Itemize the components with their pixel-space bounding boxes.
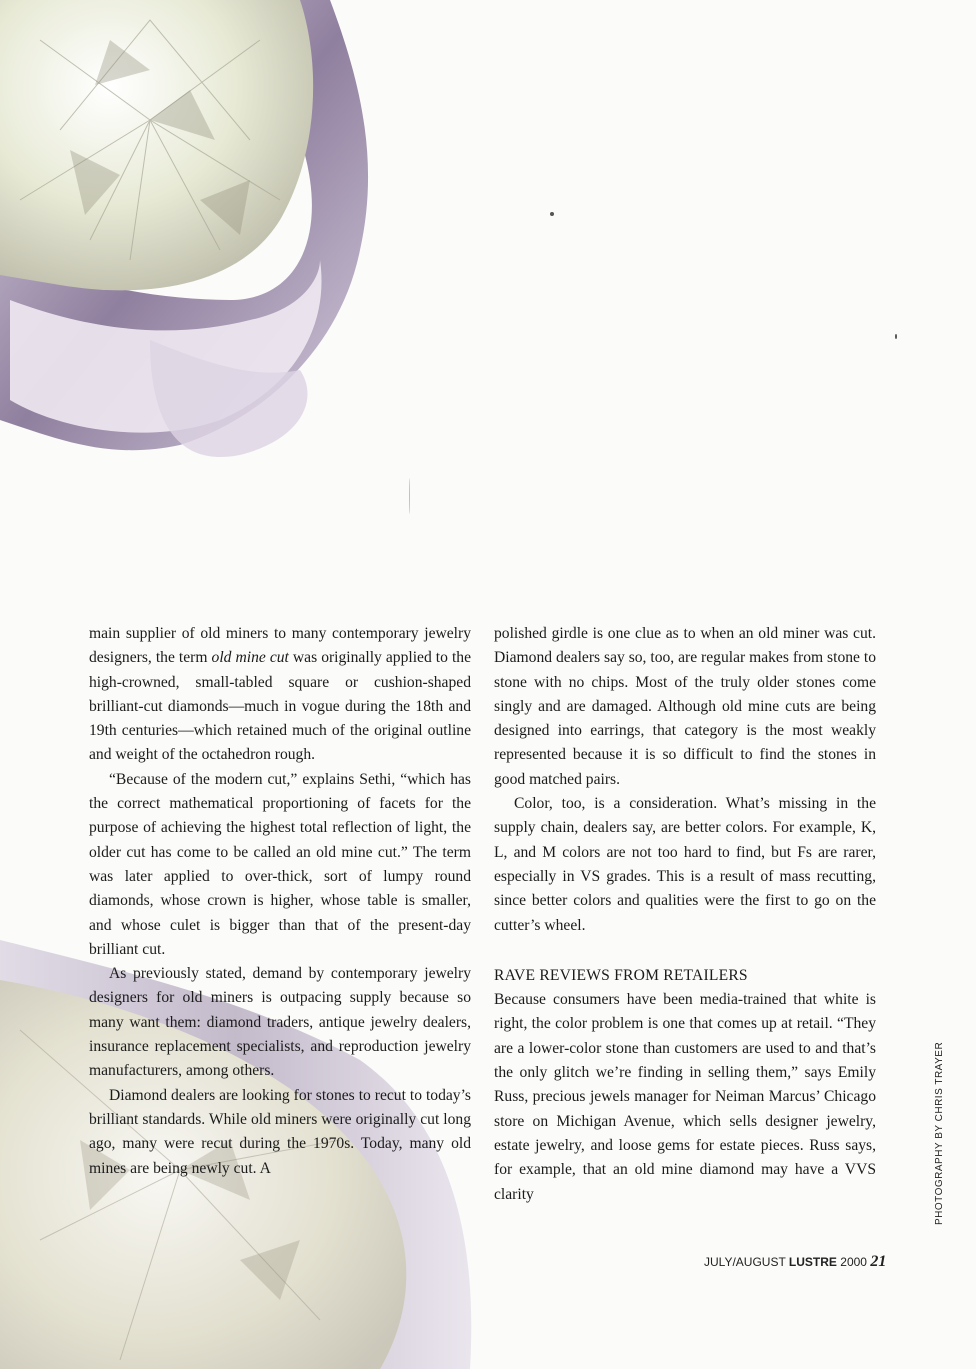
paragraph: “Because of the modern cut,” explains Sethi, “which has the correct mathematical proportioning of facets for the purpose of achieving the highest total reflection of light, the older cut has come to be called an old mine cut.” The term was later applied to over-thick, sort of lumpy round diamonds, whose crown is higher, whose table is smaller, and whose culet is bigger than that of the present-day brilliant cut. — [89, 770, 471, 958]
print-speck — [409, 478, 410, 514]
magazine-name: LUSTRE — [788, 1255, 837, 1269]
page-footer — [704, 1253, 886, 1271]
paragraph: main supplier of old miners to many contemporary jewelry designers, the term old mine cut was originally applied to the high-crowned, small-tabled square or cushion-shaped brilliant-cut diamonds—much in vogue during the 18th and 19th centuries—which retained much of the original outline and weight of the octahedron rough. — [89, 625, 471, 764]
paragraph: Color, too, is a consideration. What’s missing in the supply chain, dealers say, are better colors. For example, K, L, and M colors are not too hard to find, but Fs are rarer, especially in VS grades. This is a result of mass recutting, since better colors and qualities were the first to go on the cutter’s wheel. — [494, 795, 876, 934]
issue-year: 2000 — [840, 1255, 867, 1269]
print-speck — [895, 334, 897, 339]
paragraph: polished girdle is one clue as to when an old miner was cut. Diamond dealers say so, too, are regular makes from stone to stone with no chips. Most of the truly older stones come singly and are damaged. Although old mine cuts are being designed into earrings, that category is the most weakly represented because it is so difficult to find the stones in good matched pairs. — [494, 625, 876, 788]
paragraph: Because consumers have been media-trained that white is right, the color problem is one that comes up at retail. “They are a lower-color stone than customers are used to and that’s the only glitch we’re finding in selling them,” says Emily Russ, precious jewels manager for Neiman Marcus’ Chicago store on Michigan Avenue, which sells designer jewelry, estate jewelry, and loose gems for estate pieces. Russ says, for example, that an old mine diamond may have a VVS clarity — [494, 991, 876, 1203]
article-column-left — [89, 622, 471, 1181]
page-number: 21 — [870, 1253, 887, 1270]
print-speck — [550, 212, 554, 216]
photo-credit: PHOTOGRAPHY BY CHRIS TRAYER — [934, 1041, 945, 1225]
article-column-right — [494, 622, 876, 1207]
diamond-ring-photo-top — [0, 0, 440, 470]
section-subhead: RAVE REVIEWS FROM RETAILERS — [494, 966, 748, 984]
paragraph: Diamond dealers are looking for stones to recut to today’s brilliant standards. While old miners were originally cut long ago, many were recut during the 1970s. Today, many old mines are being newly cut. A — [89, 1086, 471, 1177]
issue-date: JULY/AUGUST — [704, 1255, 786, 1269]
paragraph: As previously stated, demand by contemporary jewelry designers for old miners is outpacing supply because so many want them: diamond traders, antique jewelry dealers, insurance replacement specialists, and reproduction jewelry manufacturers, among others. — [89, 965, 471, 1080]
